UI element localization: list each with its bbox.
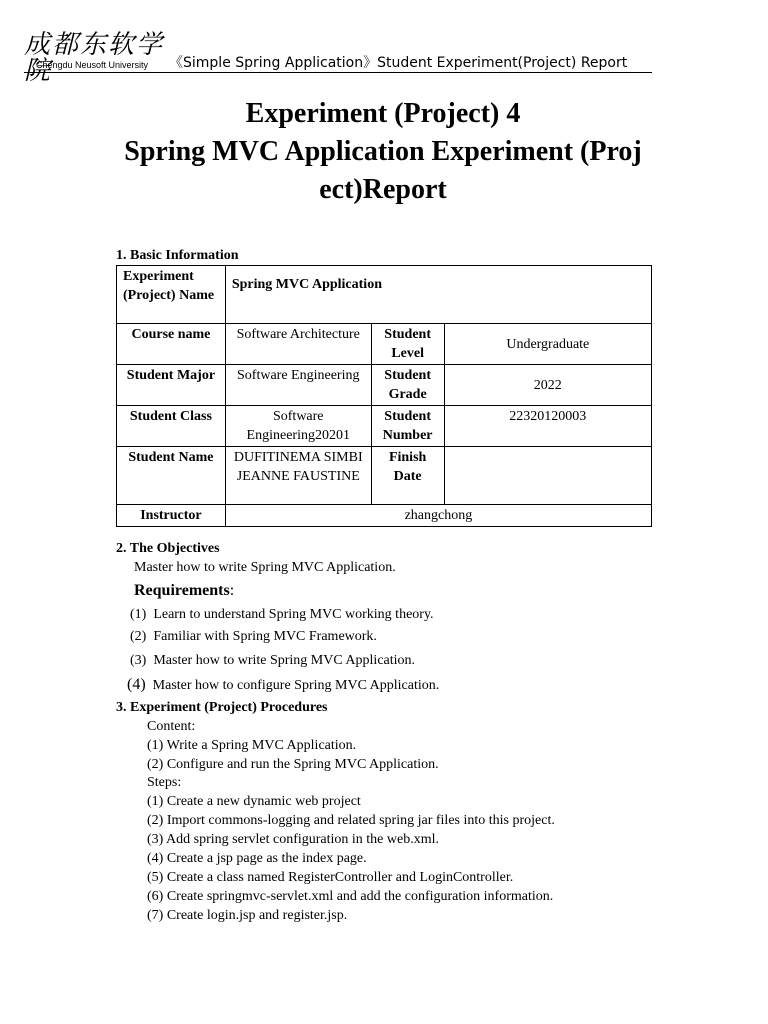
- requirement-item: [130, 653, 415, 669]
- content-item: (1) Write a Spring MVC Application.: [147, 738, 357, 753]
- student-name-value: DUFITINEMA SIMBI JEANNE FAUSTINE: [225, 447, 371, 505]
- student-number-value: 22320120003: [444, 406, 651, 447]
- student-number-label: Student Number: [371, 406, 444, 447]
- requirement-text: Familiar with Spring MVC Framework.: [153, 629, 377, 644]
- student-class-label: Student Class: [117, 406, 226, 447]
- requirement-item: [130, 607, 434, 623]
- finish-date-label: Finish Date: [371, 447, 444, 505]
- title-line-2: Spring MVC Application Experiment (Proj: [124, 136, 642, 167]
- requirements-heading: [134, 582, 234, 600]
- student-major-value: Software Engineering: [225, 365, 371, 406]
- step-item: (6) Create springmvc-servlet.xml and add the configuration information.: [147, 889, 554, 904]
- student-major-label: Student Major: [117, 365, 226, 406]
- content-item: (2) Configure and run the Spring MVC Application.: [147, 757, 439, 772]
- requirement-text: Master how to write Spring MVC Application.: [153, 653, 416, 668]
- content-label: Content:: [147, 719, 196, 734]
- university-logo: [24, 30, 165, 86]
- finish-date-value: [444, 447, 651, 505]
- requirement-number: (4): [127, 676, 146, 693]
- requirement-number: (2): [130, 629, 147, 644]
- step-item: (3) Add spring servlet configuration in the web.xml.: [147, 832, 439, 847]
- requirements-colon: :: [229, 582, 235, 599]
- title-line-3: ect)Report: [319, 174, 447, 205]
- requirement-text: Learn to understand Spring MVC working theory.: [153, 607, 434, 622]
- requirement-text: Master how to configure Spring MVC Application.: [152, 678, 440, 693]
- step-item: (5) Create a class named RegisterController and LoginController.: [147, 870, 514, 885]
- student-name-label: Student Name: [117, 447, 226, 505]
- experiment-name-label: Experiment (Project) Name: [117, 266, 226, 324]
- experiment-name-value: Spring MVC Application: [225, 266, 651, 324]
- student-grade-value: 2022: [444, 365, 651, 406]
- step-item: (1) Create a new dynamic web project: [147, 794, 361, 809]
- instructor-label: Instructor: [117, 505, 226, 527]
- procedures-heading: 3. Experiment (Project) Procedures: [116, 700, 328, 715]
- steps-label: Steps:: [147, 775, 182, 790]
- requirement-item: [130, 629, 377, 645]
- student-class-value: Software Engineering20201: [225, 406, 371, 447]
- report-title: [110, 95, 656, 209]
- header-document-title: 《Simple Spring Application》Student Experiment(Project) Report: [169, 55, 628, 71]
- requirements-label: Requirements: [134, 582, 230, 599]
- course-name-label: Course name: [117, 324, 226, 365]
- step-item: (2) Import commons-logging and related spring jar files into this project.: [147, 813, 555, 828]
- requirement-item: [127, 676, 439, 694]
- step-item: (4) Create a jsp page as the index page.: [147, 851, 367, 866]
- page-header: [24, 28, 652, 86]
- student-level-value: Undergraduate: [444, 324, 651, 365]
- step-item: (7) Create login.jsp and register.jsp.: [147, 908, 348, 923]
- student-grade-label: Student Grade: [371, 365, 444, 406]
- title-line-1: Experiment (Project) 4: [245, 98, 521, 129]
- objectives-heading: 2. The Objectives: [116, 541, 220, 556]
- objectives-text: Master how to write Spring MVC Application.: [134, 560, 396, 575]
- student-level-label: Student Level: [371, 324, 444, 365]
- basic-info-heading: 1. Basic Information: [116, 248, 239, 263]
- logo-english-text: Chengdu Neusoft University: [36, 60, 149, 70]
- logo-chinese-text: 成都东软学院: [24, 30, 165, 86]
- instructor-value: zhangchong: [225, 505, 651, 527]
- requirement-number: (3): [130, 653, 147, 668]
- basic-info-table: [116, 265, 652, 527]
- course-name-value: Software Architecture: [225, 324, 371, 365]
- requirement-number: (1): [130, 607, 147, 622]
